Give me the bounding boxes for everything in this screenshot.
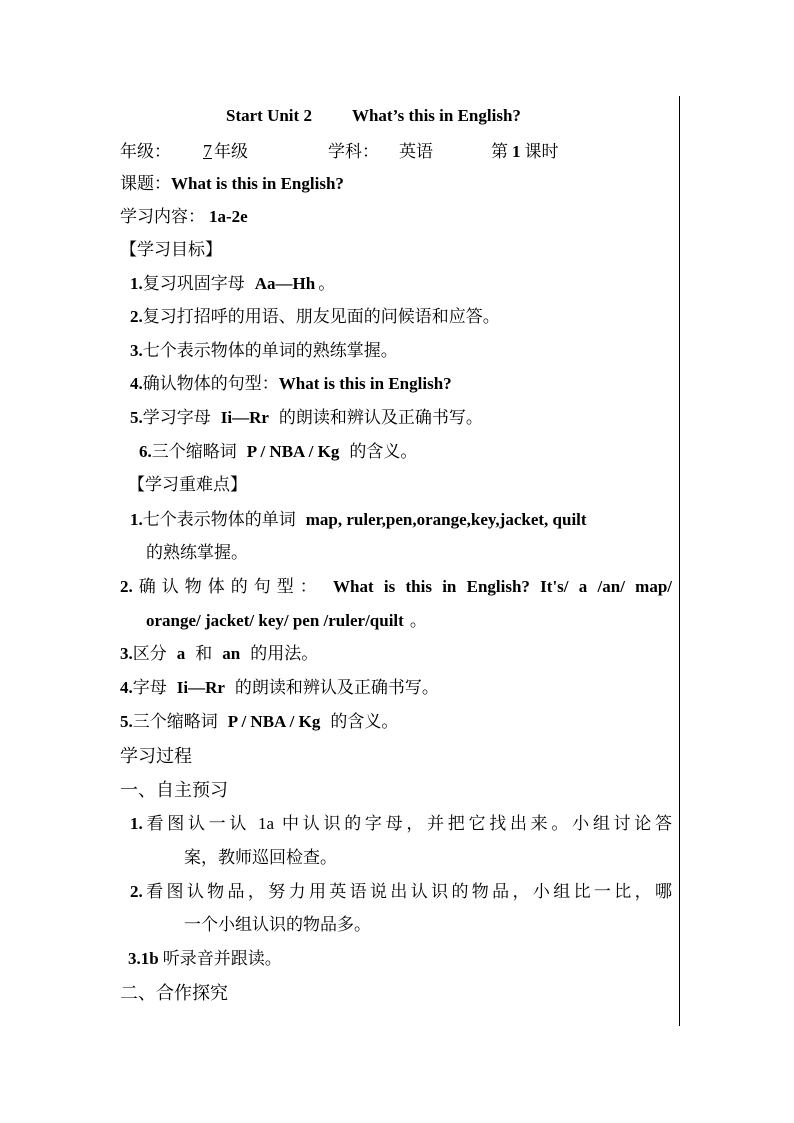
keypoint-item-3 — [120, 643, 318, 665]
keypoint-text-1: 七个表示物体的单词 — [142, 510, 296, 529]
goal-num-2: 2. — [130, 307, 143, 326]
keypoint-text-3: 区分 — [132, 644, 167, 663]
section-cooperation: 二、合作探究 — [120, 983, 228, 1003]
keypoint-post-4: 的朗读和辨认及正确书写。 — [234, 678, 439, 697]
process-item-2 — [130, 881, 672, 903]
process-num-3: 3.1b — [128, 949, 159, 968]
goal-num-1: 1. — [130, 274, 143, 293]
keypoint-text-5: 三个缩略词 — [132, 712, 218, 731]
process-text-3: 听录音并跟读。 — [162, 949, 282, 968]
goal-num-6: 6. — [139, 442, 152, 461]
keypoint-a: a — [176, 644, 186, 663]
keypoints-heading: 【学习重难点】 — [128, 475, 247, 494]
process-item-2-cont: 一个小组认识的物品多。 — [184, 915, 371, 934]
grade-label: 年级： — [120, 142, 171, 161]
content-label: 学习内容： — [120, 207, 205, 226]
content-value: 1a-2e — [209, 207, 248, 226]
keypoint-item-5 — [120, 711, 398, 733]
goals-heading: 【学习目标】 — [120, 240, 222, 259]
info-row — [120, 140, 559, 163]
keypoint-mid-3: 和 — [195, 644, 213, 663]
keypoint-post-5: 的含义。 — [330, 712, 399, 731]
goal-item-2 — [130, 306, 500, 328]
keypoint-item-2 — [120, 576, 672, 598]
title-unit: Start Unit 2 — [226, 106, 312, 125]
keypoint-num-1: 1. — [130, 510, 143, 529]
goal-text-5: 学习字母 — [142, 408, 211, 427]
keypoint-en-2a: What is this in English? It's/ a /an/ map/ — [333, 577, 673, 596]
section-self-study: 一、自主预习 — [120, 780, 228, 800]
goal-text-2: 复习打招呼的用语、朋友见面的问候语和应答。 — [142, 307, 500, 326]
keypoint-item-2-cont — [146, 610, 427, 632]
keypoint-en-1: map, ruler,pen,orange,key,jacket, quilt — [305, 510, 587, 529]
period-number: 1 — [512, 142, 521, 161]
keypoint-post-2: 。 — [409, 611, 427, 630]
page-title — [226, 106, 521, 126]
goal-en-4: What is this in English? — [278, 374, 452, 393]
keypoint-text-4: 字母 — [132, 678, 167, 697]
keypoint-num-2: 2. — [120, 577, 133, 596]
content-row — [120, 206, 248, 228]
goal-text-6: 三个缩略词 — [151, 442, 237, 461]
goal-num-4: 4. — [130, 374, 143, 393]
keypoint-num-4: 4. — [120, 678, 133, 697]
goal-item-4 — [130, 373, 452, 395]
keypoint-item-4 — [120, 677, 439, 699]
keypoint-an: an — [222, 644, 241, 663]
goal-en-6: P / NBA / Kg — [246, 442, 340, 461]
grade-unit: 年级 — [214, 142, 248, 161]
goal-num-3: 3. — [130, 341, 143, 360]
title-question: What’s this in English? — [351, 106, 521, 125]
goal-text-4: 确认物体的句型： — [142, 374, 279, 393]
goal-text-3: 七个表示物体的单词的熟练掌握。 — [142, 341, 398, 360]
topic-row — [120, 173, 344, 195]
grade-value: 7 — [203, 141, 212, 161]
goal-item-3 — [130, 340, 398, 362]
goal-en-5: Ii—Rr — [220, 408, 269, 427]
goal-post-1: 。 — [318, 274, 336, 293]
right-margin-rule — [679, 96, 680, 1026]
process-text-2a: 看图认物品，努力用英语说出认识的物品，小组比一比，哪 — [142, 882, 672, 901]
process-item-1 — [130, 813, 672, 835]
goal-post-5: 的朗读和辨认及正确书写。 — [278, 408, 483, 427]
process-heading: 学习过程 — [120, 746, 192, 766]
goal-num-5: 5. — [130, 408, 143, 427]
subject-value: 英语 — [399, 142, 433, 161]
goal-item-6 — [139, 441, 417, 463]
keypoint-num-5: 5. — [120, 712, 133, 731]
keypoint-post-3: 的用法。 — [250, 644, 319, 663]
keypoint-en-4: Ii—Rr — [176, 678, 225, 697]
keypoint-en-5: P / NBA / Kg — [227, 712, 321, 731]
topic-label: 课题： — [120, 174, 171, 193]
keypoint-item-1-cont: 的熟练掌握。 — [146, 543, 248, 562]
goal-post-6: 的含义。 — [349, 442, 418, 461]
process-text-1a: 看图认一认 1a 中认识的字母，并把它找出来。小组讨论答 — [142, 814, 672, 833]
process-item-3 — [128, 948, 282, 970]
keypoint-en-2b: orange/ jacket/ key/ pen /ruler/quilt — [146, 611, 404, 630]
keypoint-text-2: 确认物体的句型： — [132, 577, 323, 596]
process-num-2: 2. — [130, 882, 143, 901]
keypoint-item-1 — [130, 509, 587, 531]
goal-en-1: Aa—Hh — [254, 274, 316, 293]
subject-label: 学科： — [328, 142, 379, 161]
period-suffix: 课时 — [524, 142, 559, 161]
goal-item-1 — [130, 273, 335, 295]
process-item-1-cont: 案，教师巡回检查。 — [184, 848, 337, 867]
period-prefix: 第 — [491, 142, 508, 161]
goal-item-5 — [130, 407, 483, 429]
goal-text-1: 复习巩固字母 — [142, 274, 245, 293]
keypoint-num-3: 3. — [120, 644, 133, 663]
topic-value: What is this in English? — [171, 174, 344, 193]
process-num-1: 1. — [130, 814, 143, 833]
